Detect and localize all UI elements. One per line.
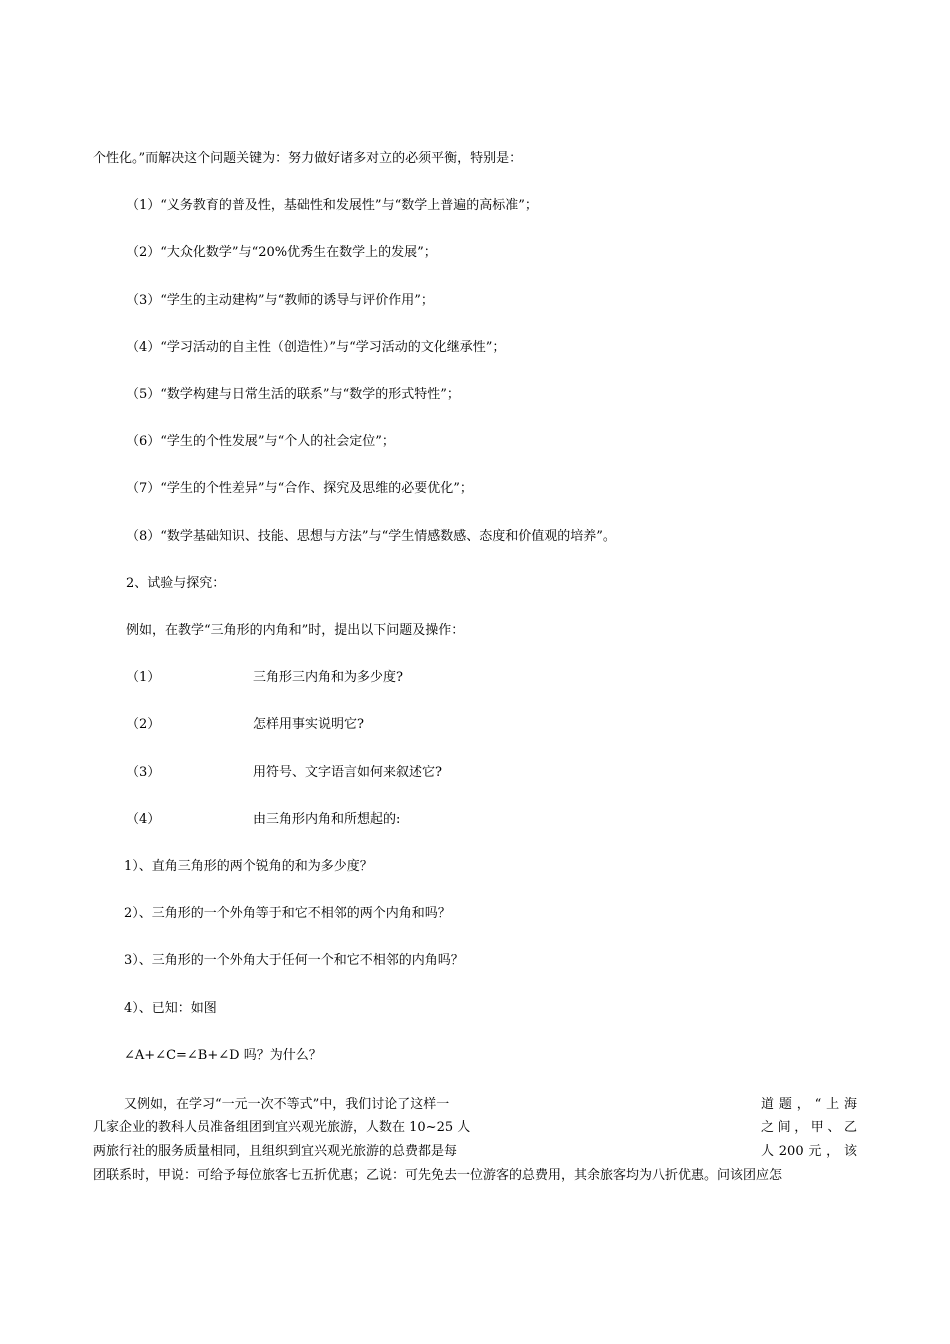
paragraph-char: 200 [778,1144,804,1159]
paragraph-line: 又例如，在学习“一元一次不等式”中，我们讨论了这样一 [124,1097,450,1112]
balance-item: （2）“大众化数学”与“20%优秀生在数学上的发展”； [126,245,437,260]
balance-item: （8）“数学基础知识、技能、思想与方法”与“学生情感数感、态度和价值观的培养”。 [126,529,616,544]
angle-question: ∠A+∠C=∠B+∠D 吗？为什么？ [124,1048,322,1063]
paragraph-char: 乙 [843,1120,857,1135]
paragraph-char: 海 [843,1097,857,1112]
paragraph-char: 道 [761,1097,775,1112]
question-number: （1） [126,670,161,685]
sub-question: 3）、三角形的一个外角大于任何一个和它不相邻的内角吗？ [124,953,464,968]
balance-item: （5）“数学构建与日常生活的联系”与“数学的形式特性”； [126,387,460,402]
balance-item: （6）“学生的个性发展”与“个人的社会定位”； [126,434,395,449]
paragraph-line-right [761,1143,857,1161]
question-text: 三角形三内角和为多少度? [253,670,403,685]
paragraph-char: 间 [777,1120,791,1135]
sub-question: 2）、三角形的一个外角等于和它不相邻的两个内角和吗？ [124,906,451,921]
paragraph-char: 之 [761,1120,775,1135]
paragraph-char: 该 [843,1144,857,1159]
paragraph-char: ， [796,1097,810,1112]
intro-text: 个性化。”而解决这个问题关键为：努力做好诸多对立的必须平衡，特别是： [93,151,523,166]
example-intro: 例如，在教学“三角形的内角和”时，提出以下问题及操作： [126,623,465,638]
paragraph-char: 人 [761,1144,775,1159]
paragraph-char: 甲 [810,1120,824,1135]
question-text: 由三角形内角和所想起的: [253,812,401,827]
paragraph-line: 团联系时，甲说：可给予每位旅客七五折优惠；乙说：可先免去一位游客的总费用，其余旅客均为八折优惠。问该团应怎 [93,1168,783,1183]
balance-item: （1）“义务教育的普及性，基础性和发展性”与“数学上普遍的高标准”； [126,198,538,213]
paragraph-char: 题 [778,1097,792,1112]
sub-question: 4）、已知：如图 [124,1001,217,1016]
sub-question: 1）、直角三角形的两个锐角的和为多少度？ [124,859,373,874]
balance-item: （7）“学生的个性差异”与“合作、探究及思维的必要优化”； [126,481,473,496]
question-number: （3） [126,765,161,780]
paragraph-line: 几家企业的教科人员准备组团到宜兴观光旅游，人数在 10~25 人 [93,1120,471,1135]
paragraph-line-right [761,1119,857,1137]
balance-item: （4）“学习活动的自主性（创造性）”与“学习活动的文化继承性”； [126,340,506,355]
paragraph-char: “ [814,1097,822,1112]
balance-item: （3）“学生的主动建构”与“教师的诱导与评价作用”； [126,293,434,308]
paragraph-char: 、 [827,1120,841,1135]
section-heading: 2、试验与探究： [126,576,226,591]
question-number: （4） [126,812,161,827]
paragraph-char: ， [826,1144,840,1159]
paragraph-char: 元 [808,1144,822,1159]
paragraph-line-right [761,1096,857,1114]
paragraph-line: 两旅行社的服务质量相同，且组织到宜兴观光旅游的总费都是每 [93,1144,458,1159]
question-text: 用符号、文字语言如何来叙述它? [253,765,442,780]
question-text: 怎样用事实说明它? [253,717,364,732]
paragraph-char: ， [794,1120,808,1135]
question-number: （2） [126,717,161,732]
paragraph-char: 上 [826,1097,840,1112]
